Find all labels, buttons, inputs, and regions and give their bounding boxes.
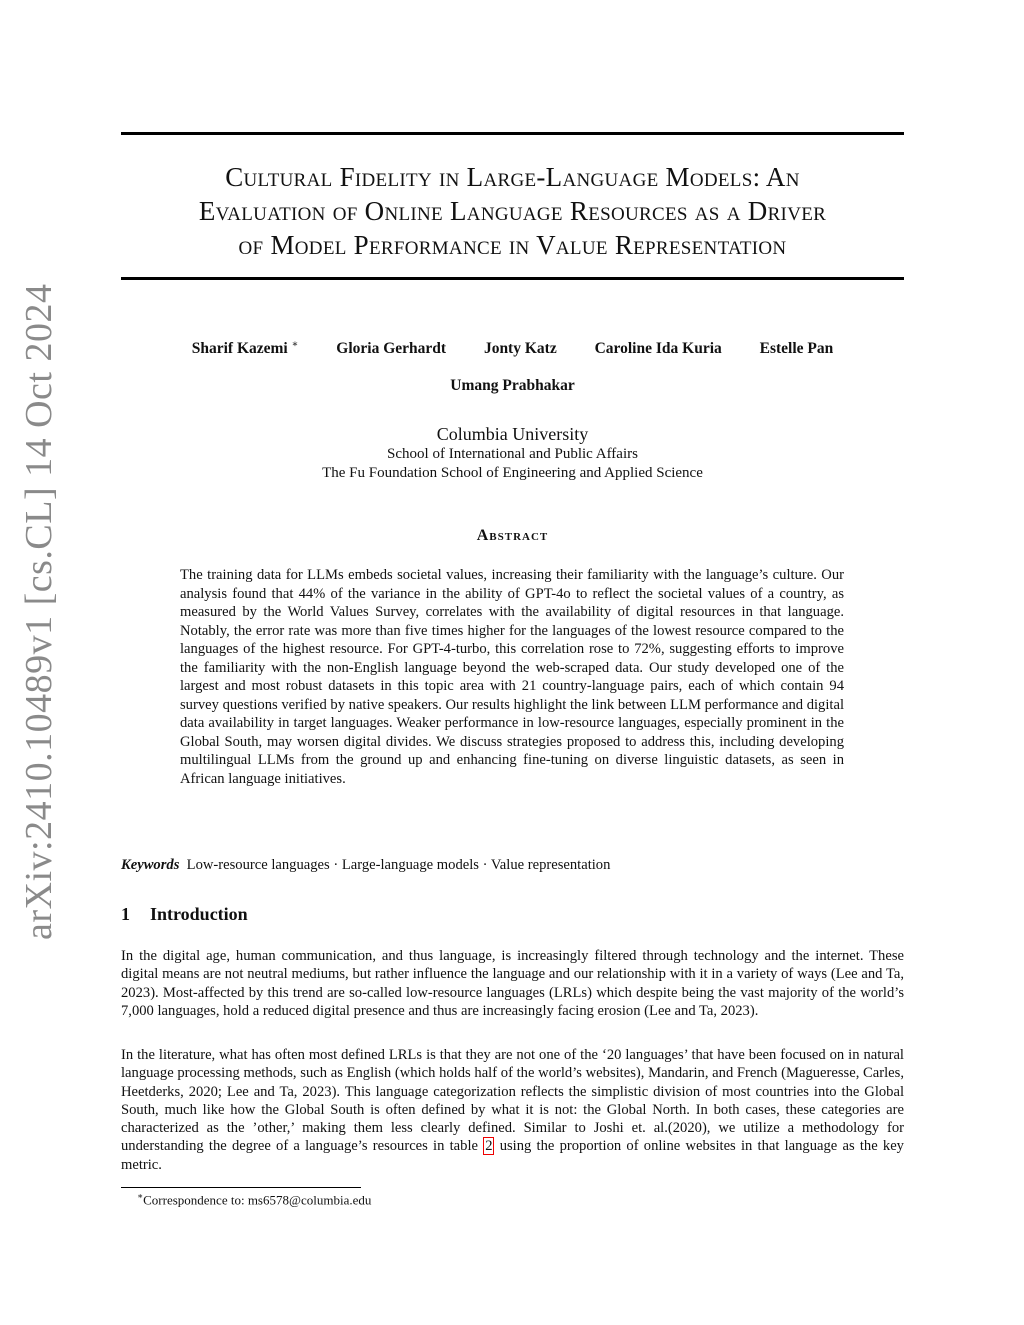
arxiv-identifier-stamp: arXiv:2410.10489v1 [cs.CL] 14 Oct 2024: [18, 283, 60, 940]
keywords-line: [121, 857, 904, 874]
abstract-text: The training data for LLMs embeds societal values, increasing their familiarity with the language’s culture. Our analysis found that 44% of the variance in the ability of GPT-4o to reflect the societal values of a country, as measured by the World Values Survey, correlates with the availability of digital resources in that language. Notably, the error rate was more than five times higher for the languages of the lowest resource compared to the languages of the highest resource. For GPT-4-turbo, this correlation rose to 72%, suggesting efforts to improve the familiarity with the non-English language beyond the web-scraped data. Our study developed one of the largest and most robust datasets in this topic area with 21 country-language pairs, each of which contain 94 survey questions verified by native speakers. Our results highlight the link between LLM performance and digital data availability in target languages. Weaker performance in low-resource languages, especially prominent in the Global South, may worsen digital divides. We discuss strategies proposed to address this, including developing multilingual LLMs from the ground up and enhancing fine-tuning on diverse linguistic datasets, as seen in African language initiatives.: [180, 567, 844, 787]
footnote: [137, 1191, 371, 1208]
author-name: Jonty Katz: [483, 340, 557, 358]
title-top-rule: [121, 132, 904, 135]
author-list: [121, 339, 904, 358]
intro-paragraph-1: In the digital age, human communication, and thus language, is increasingly filtered through technology and the internet. These digital means are not neutral mediums, but rather influence the language and our relationship with it in a variety of ways (Lee and Ta, 2023). Most-affected by this trend are so-called low-resource languages (LRLs) which despite being the vast majority of the world’s 7,000 languages, hold a reduced digital presence and thus are increasingly facing erosion (Lee and Ta, 2023).: [121, 948, 904, 1019]
footnote-mark: ∗: [137, 1191, 144, 1201]
table-reference-link[interactable]: 2: [485, 1138, 493, 1155]
school-name: The Fu Foundation School of Engineering and Applied Science: [322, 465, 703, 481]
title-line-2: Evaluation of Online Language Resources as a Driver: [198, 196, 827, 226]
author-name: Gloria Gerhardt: [336, 340, 447, 358]
title-line-1: Cultural Fidelity in Large-Language Models: An: [225, 162, 800, 192]
affiliation: [121, 423, 904, 483]
author-name: Estelle Pan: [759, 340, 834, 358]
author-name: Sharif Kazemi ∗: [191, 339, 299, 358]
author-name: Caroline Ida Kuria: [594, 340, 722, 358]
keywords-label: Keywords: [121, 857, 180, 873]
author-name: Umang Prabhakar: [450, 377, 575, 394]
title-line-3: of Model Performance in Value Representation: [238, 230, 787, 260]
author-footnote-mark: ∗: [291, 339, 299, 350]
paper-title: [121, 160, 904, 262]
intro-paragraph-2: In the literature, what has often most defined LRLs is that they are not one of the ‘20 languages’ that have been focused on in natural language processing methods, such as English (which holds half of the world’s websites), Mandarin, and French (Magueresse, Carles, Heetderks, 2020; Lee and Ta, 2023). This language categorization reflects the simplistic division of most countries into the Global South, much like how the Global South is often defined by what it is not: the Global North. In both cases, these categories are characterized as the ’other,’ making them less clearly defined. Similar to Joshi et. al.(2020), we utilize a methodology for understanding the degree of a language’s resources in table 2 using the proportion of online websites in that language as the key metric.: [121, 1047, 904, 1173]
footnote-rule: [121, 1187, 361, 1188]
title-bottom-rule: [121, 277, 904, 280]
footnote-text: Correspondence to: ms6578@columbia.edu: [143, 1192, 372, 1208]
university-name: Columbia University: [436, 424, 589, 444]
abstract-heading: Abstract: [476, 527, 549, 544]
section-title: Introduction: [150, 904, 248, 924]
section-heading: [121, 904, 248, 925]
school-name: School of International and Public Affairs: [387, 446, 638, 462]
keywords-text: Low-resource languages · Large-language models · Value representation: [186, 857, 611, 873]
section-number: 1: [121, 904, 130, 924]
